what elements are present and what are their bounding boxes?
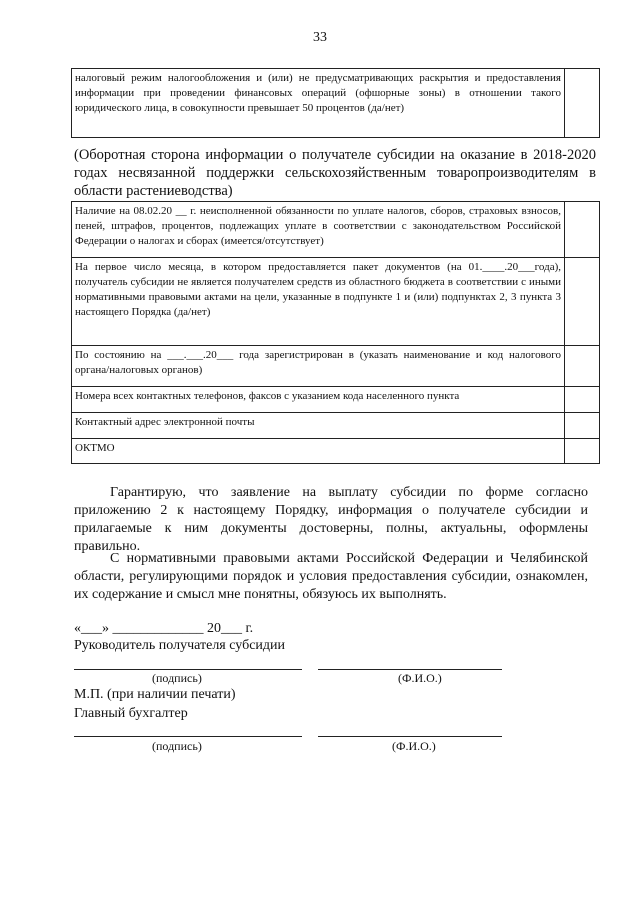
head-label: Руководитель получателя субсидии — [74, 638, 286, 653]
head-signature-caption: (подпись) — [152, 671, 202, 685]
date-line: «___» _____________ 20___ г. — [74, 621, 254, 636]
reverse-side-heading: (Оборотная сторона информации о получателе субсидии на оказание в 2018-2020 годах несвязанной поддержки сельскохозяйственным товаропроизводителям в области растениеводства) — [74, 147, 596, 199]
phones-value-cell[interactable] — [565, 387, 600, 413]
table-row — [72, 69, 600, 138]
head-signature-line — [74, 669, 302, 670]
budget-recipient-value-cell[interactable] — [565, 258, 600, 346]
head-fio-caption: (Ф.И.О.) — [398, 671, 442, 685]
chief-accountant-label: Главный бухгалтер — [74, 706, 188, 721]
offshore-criterion-cell: налоговый режим налогообложения и (или) не предусматривающих раскрытия и предоставления информации при проведении финансовых операций (офшорные зоны) в отношении такого юридического лица, в совокупности превышает 50 процентов (да/нет) — [72, 69, 565, 138]
acknowledgement-paragraph: С нормативными правовыми актами Российской Федерации и Челябинской области, регулирующими порядок и условия предоставления субсидии, ознакомлен, их содержание и смысл мне понятны, обязуюсь их выполнять. — [74, 551, 588, 602]
top-info-table — [71, 68, 600, 138]
table-row — [72, 387, 600, 413]
stamp-label: М.П. (при наличии печати) — [74, 687, 236, 702]
budget-recipient-label: На первое число месяца, в котором предоставляется пакет документов (на 01.____.20___года), получатель субсидии не является получателем средств из областного бюджета в соответствии с иными нормативными правовыми актами на цели, указанные в подпункте 1 и (или) подпунктах 2, 3 пункта 3 настоящего Порядка (да/нет) — [72, 258, 565, 346]
phones-label: Номера всех контактных телефонов, факсов с указанием кода населенного пункта — [72, 387, 565, 413]
tax-registration-value-cell[interactable] — [565, 346, 600, 387]
tax-debt-label: Наличие на 08.02.20 __ г. неисполненной обязанности по уплате налогов, сборов, страховых взносов, пеней, штрафов, процентов, подлежащих уплате в соответствии с законодательством Российской Федерации о налогах и сборах (имеется/отсутствует) — [72, 202, 565, 258]
table-row — [72, 258, 600, 346]
page-number: 33 — [313, 30, 327, 45]
guarantee-paragraph: Гарантирую, что заявление на выплату субсидии по форме согласно приложению 2 к настоящему Порядку, информация о получателе субсидии и прилагаемые к ним документы достоверны, полны, актуальны, оформлены правильно. — [74, 485, 588, 554]
tax-debt-value-cell[interactable] — [565, 202, 600, 258]
table-row — [72, 202, 600, 258]
oktmo-value-cell[interactable] — [565, 439, 600, 464]
table-row — [72, 439, 600, 464]
oktmo-label: ОКТМО — [72, 439, 565, 464]
recipient-info-table — [71, 201, 600, 464]
accountant-fio-caption: (Ф.И.О.) — [392, 739, 436, 753]
accountant-fio-line — [318, 736, 502, 737]
table-row — [72, 413, 600, 439]
head-fio-line — [318, 669, 502, 670]
accountant-signature-line — [74, 736, 302, 737]
table-row — [72, 346, 600, 387]
email-label: Контактный адрес электронной почты — [72, 413, 565, 439]
accountant-signature-caption: (подпись) — [152, 739, 202, 753]
tax-registration-label: По состоянию на ___.___.20___ года зарегистрирован в (указать наименование и код налогового органа/налоговых органов) — [72, 346, 565, 387]
email-value-cell[interactable] — [565, 413, 600, 439]
offshore-value-cell[interactable] — [565, 69, 600, 138]
